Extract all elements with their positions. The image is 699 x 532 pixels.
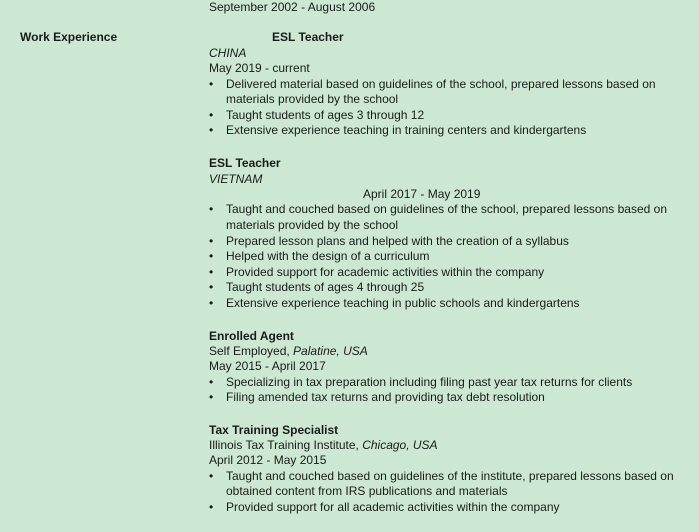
job-duties: [209, 202, 689, 311]
duty-item: • Extensive experience teaching in public schools and kindergartens: [209, 296, 689, 312]
job-dates: April 2017 - May 2019: [363, 186, 481, 201]
job-title: ESL Teacher: [272, 30, 344, 44]
job-entry: [209, 422, 689, 516]
duty-item: • Taught students of ages 4 through 25: [209, 280, 689, 296]
job-title: Enrolled Agent: [209, 328, 294, 343]
job-entry: [209, 328, 689, 406]
duty-item: • Provided support for academic activities within the company: [209, 265, 689, 281]
employer-name: Illinois Tax Training Institute,: [209, 437, 363, 452]
job-dates: May 2015 - April 2017: [209, 359, 326, 374]
job-employer-line: [209, 344, 689, 360]
job-location: Chicago, USA: [362, 437, 438, 452]
work-experience-list: [209, 29, 689, 532]
job-dates: May 2019 - current: [209, 61, 310, 75]
job-entry: [209, 29, 689, 139]
duty-item: • Provided support for all academic activities within the company: [209, 500, 689, 516]
job-entry: [209, 155, 689, 312]
job-duties: [209, 469, 689, 516]
job-employer-line: [209, 438, 689, 454]
previous-job-dates: September 2002 - August 2006: [209, 0, 376, 14]
duty-item: • Specializing in tax preparation including filing past year tax returns for clients: [209, 375, 689, 391]
job-title: Tax Training Specialist: [209, 422, 339, 437]
duty-item: • Prepared lesson plans and helped with the creation of a syllabus: [209, 234, 689, 250]
job-dates: April 2012 - May 2015: [209, 453, 327, 468]
section-heading-work-experience: Work Experience: [20, 30, 118, 44]
duty-item: • Taught and couched based on guidelines of the school, prepared lessons based on materials provided by the school: [209, 202, 689, 233]
employer-name: Self Employed,: [209, 343, 294, 358]
job-location: CHINA: [209, 46, 247, 60]
duty-item: • Taught and couched based on guidelines of the institute, prepared lessons based on obtained content from IRS publications and materials: [209, 469, 689, 500]
job-duties: [209, 375, 689, 406]
job-location: Palatine, USA: [293, 343, 368, 358]
duty-item: • Filing amended tax returns and providing tax debt resolution: [209, 390, 689, 406]
job-location: VIETNAM: [209, 171, 263, 186]
job-duties: [209, 77, 689, 139]
duty-item: • Delivered material based on guidelines of the school, prepared lessons based on materials provided by the school: [209, 77, 689, 108]
duty-item: • Helped with the design of a curriculum: [209, 249, 689, 265]
job-title: ESL Teacher: [209, 155, 281, 170]
duty-item: • Extensive experience teaching in training centers and kindergartens: [209, 123, 689, 139]
duty-item: • Taught students of ages 3 through 12: [209, 108, 689, 124]
